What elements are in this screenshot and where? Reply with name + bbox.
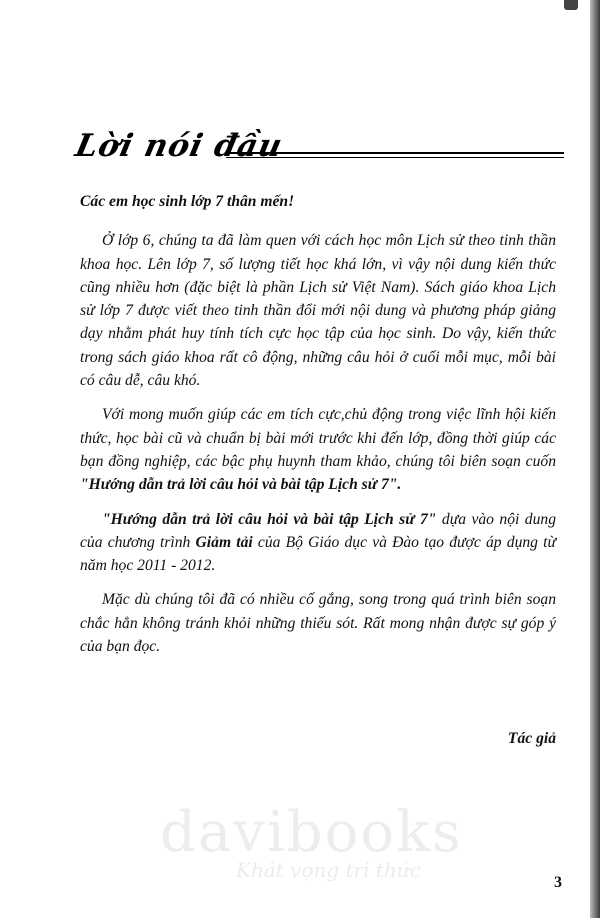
scan-smudge xyxy=(564,0,578,10)
heading-rule xyxy=(226,152,564,154)
paragraph-3 xyxy=(80,508,556,578)
paragraph-3-text-b: của Bộ Giáo dục và Đào tạo được áp dụng từ năm học 2011 - 2012. xyxy=(80,533,556,575)
book-title-2: "Hướng dẫn trả lời câu hỏi và bài tập Lịch sử 7" xyxy=(102,510,437,528)
paragraph-3-text-a: dựa vào nội dung của chương trình xyxy=(80,510,556,551)
program-name: Giảm tải xyxy=(195,533,253,551)
heading-row xyxy=(72,128,566,174)
book-title: "Hướng dẫn trả lời câu hỏi và bài tập Lịch sử 7". xyxy=(80,476,402,494)
watermark: davibooks xyxy=(160,800,463,865)
paragraph-2 xyxy=(80,403,556,496)
paragraph-2-text: Với mong muốn giúp các em tích cực,chủ động trong việc lĩnh hội kiến thức, học bài cũ và chuẩn bị bài mới trước khi đến lớp, đồng thời giúp các bạn đồng nghiệp, các bậc phụ huynh tham khảo, chúng tôi biên soạn cuốn xyxy=(80,406,556,470)
paragraph-1: Ở lớp 6, chúng ta đã làm quen với cách học môn Lịch sử theo tinh thần khoa học. Lên lớp 7, số lượng tiết học khá lớn, vì vậy nội dung kiến thức cũng nhiều hơn (đặc biệt là phần Lịch sử Việt Nam). Sách giáo khoa Lịch sử lớp 7 được viết theo tinh thần đổi mới nội dung và phương pháp giảng dạy nhằm phát huy tính tích cực học tập của học sinh. Do vậy, kiến thức trong sách giáo khoa rất cô động, những câu hỏi ở cuối mỗi mục, mỗi bài có câu dễ, câu khó. xyxy=(80,232,556,390)
page-edge-shadow xyxy=(590,0,600,918)
page-number: 3 xyxy=(554,874,562,891)
author-signature: Tác giả xyxy=(507,730,556,747)
body-text xyxy=(80,190,556,669)
watermark-tagline: Khát vọng tri thức xyxy=(236,858,421,882)
heading-rule-thin xyxy=(226,157,564,158)
greeting: Các em học sinh lớp 7 thân mến! xyxy=(80,193,295,210)
paragraph-4: Mặc dù chúng tôi đã có nhiều cố gắng, song trong quá trình biên soạn chắc hẳn không tránh khỏi những thiếu sót. Rất mong nhận được sự góp ý của bạn đọc. xyxy=(80,591,556,656)
page-heading: Lời nói đầu xyxy=(72,128,286,164)
